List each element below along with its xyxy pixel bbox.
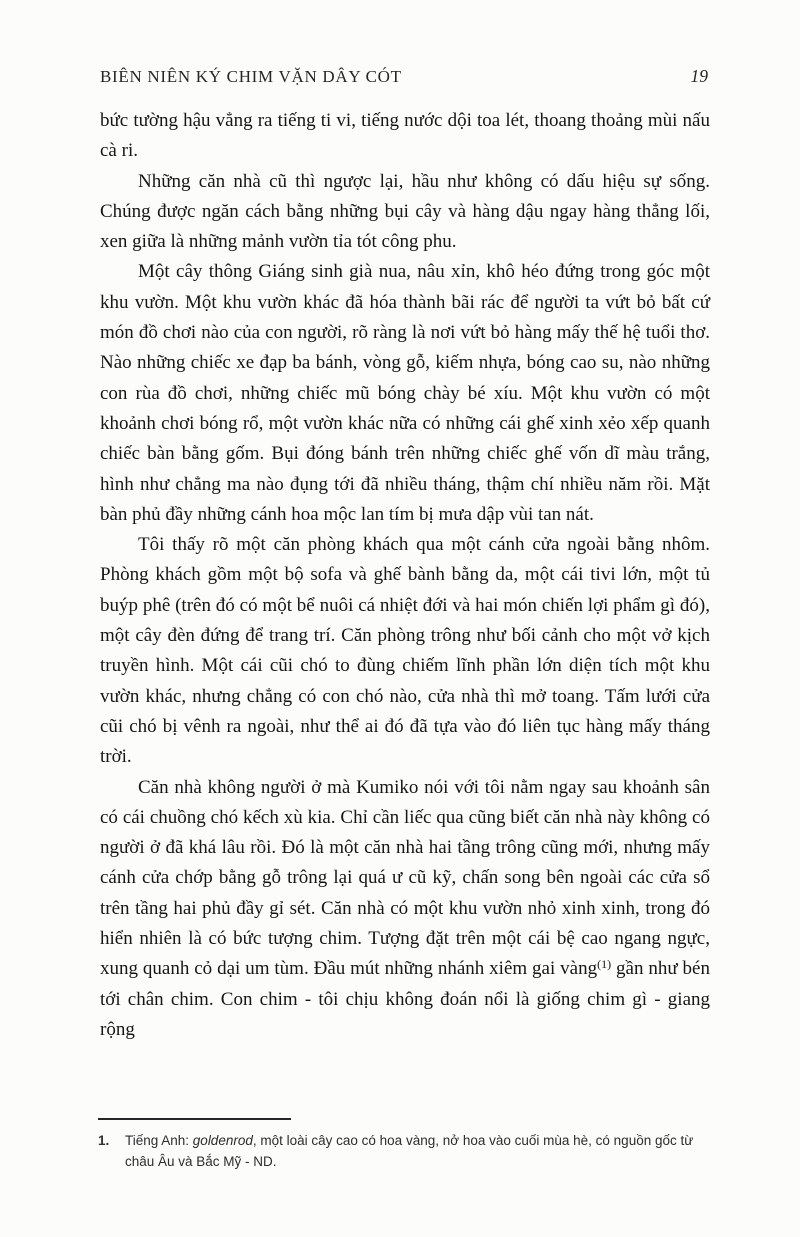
footnote-item [98,1130,713,1172]
paragraph: Một cây thông Giáng sinh già nua, nâu xỉn, khô héo đứng trong góc một khu vườn. Một khu vườn khác đã hóa thành bãi rác để người ta vứt bỏ bất cứ món đồ chơi nào của con người, rõ ràng là nơi vứt bỏ hàng mấy thế hệ tuổi thơ. Nào những chiếc xe đạp ba bánh, vòng gỗ, kiếm nhựa, bóng cao su, nào những con rùa đồ chơi, những chiếc mũ bóng chày bé xíu. Một khu vườn có một khoảnh chơi bóng rổ, một vườn khác nữa có những cái ghế xinh xẻo xếp quanh chiếc bàn bằng gốm. Bụi đóng bánh trên những chiếc ghế vốn dĩ màu trắng, hình như chẳng ma nào đụng tới đã nhiều tháng, thậm chí nhiều năm rồi. Mặt bàn phủ đầy những cánh hoa mộc lan tím bị mưa dập vùi tan nát. [100,261,710,525]
page-number: 19 [690,66,708,86]
paragraph: Tôi thấy rõ một căn phòng khách qua một cánh cửa ngoài bằng nhôm. Phòng khách gồm một bộ sofa và ghế bành bằng da, một cái tivi lớn, một tủ buýp phê (trên đó có một bể nuôi cá nhiệt đới và hai món chiến lợi phẩm gì đó), một cây đèn đứng để trang trí. Căn phòng trông như bối cảnh cho một vở kịch truyền hình. Một cái cũi chó to đùng chiếm lĩnh phần lớn diện tích một khu vườn khác, nhưng chẳng có con chó nào, cửa nhà thì mở toang. Tấm lưới cửa cũi chó bị vênh ra ngoài, như thể ai đó đã tựa vào đó liên tục hàng mấy tháng trời. [100,534,710,768]
paragraph-text: gần như bén tới chân chim. Con chim - tôi chịu không đoán nổi là giống chim gì - giang rộng [100,958,710,1040]
paragraph-text: Căn nhà không người ở mà Kumiko nói với tôi nằm ngay sau khoảnh sân có cái chuồng chó kếch xù kia. Chỉ cần liếc qua cũng biết căn nhà này không có người ở đã khá lâu rồi. Đó là một căn nhà hai tầng trông cũng mới, nhưng mấy cánh cửa chớp bằng gỗ trông lại quá ư cũ kỹ, chấn song bên ngoài các cửa sổ trên tầng hai phủ đầy gỉ sét. Căn nhà có một khu vườn nhỏ xinh xinh, trong đó hiển nhiên là có bức tượng chim. Tượng đặt trên một cái bệ cao ngang ngực, xung quanh cỏ dại um tùm. Đầu mút những nhánh xiêm gai vàng [100,776,710,980]
body-text [100,106,710,1045]
footnote-text-prefix: Tiếng Anh: [125,1133,193,1148]
footnote-text [125,1130,713,1172]
running-title: BIÊN NIÊN KÝ CHIM VẶN DÂY CÓT [100,67,402,86]
footnote-ref-marker: (1) [597,957,612,972]
footnote-area [98,1118,713,1172]
paragraph: Những căn nhà cũ thì ngược lại, hầu như không có dấu hiệu sự sống. Chúng được ngăn cách bằng những bụi cây và hàng dậu ngay hàng thẳng lối, xen giữa là những mảnh vườn tỉa tót công phu. [100,170,710,253]
paragraph [100,773,710,1046]
paragraph-continuation: bức tường hậu vẳng ra tiếng ti vi, tiếng nước dội toa lét, thoang thoảng mùi nấu cà ri. [100,110,710,162]
footnote-text-suffix: , một loài cây cao có hoa vàng, nở hoa vào cuối mùa hè, có nguồn gốc từ châu Âu và Bắc Mỹ - ND. [125,1133,694,1169]
footnote-number: 1. [98,1133,110,1148]
footnote-term-italic: goldenrod [192,1133,253,1148]
footnote-separator [98,1118,291,1120]
running-header [100,66,708,87]
